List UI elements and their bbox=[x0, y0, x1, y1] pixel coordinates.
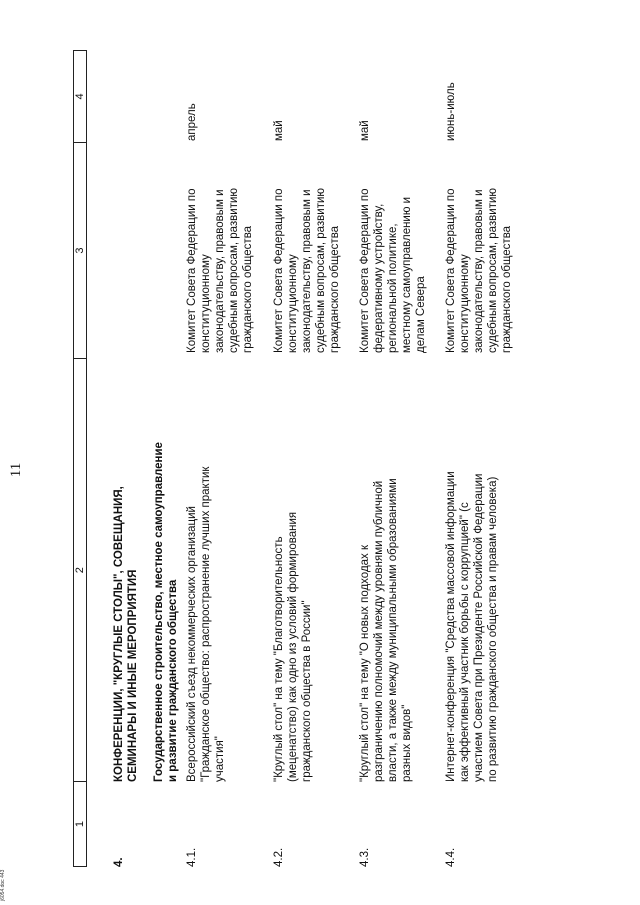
event-name bbox=[272, 362, 314, 782]
event-name-line: гражданского общества в России" bbox=[301, 600, 313, 782]
event-name-line: как эффективный участник борьбы с коррупцией" (с bbox=[459, 502, 471, 782]
row-number: 4.3. bbox=[359, 847, 371, 867]
section-title bbox=[112, 362, 140, 782]
responsible-line: местному самоуправлению и bbox=[401, 196, 413, 353]
responsible-committee bbox=[358, 143, 428, 353]
event-name-line: (меценатство) как одно из условий формирования bbox=[287, 511, 299, 782]
event-name-line: власти, а также между муниципальными образованиями bbox=[387, 478, 399, 782]
responsible-committee bbox=[272, 143, 342, 353]
responsible-line: гражданского общества bbox=[242, 225, 254, 353]
event-term: апрель bbox=[186, 103, 198, 141]
column-number-1: 1 bbox=[74, 781, 86, 866]
event-name-line: Всероссийский съезд некоммерческих организаций bbox=[186, 506, 198, 782]
event-term: май bbox=[359, 120, 371, 141]
file-footnote: j6054.doc 443 bbox=[0, 869, 6, 901]
responsible-line: Комитет Совета Федерации по bbox=[445, 188, 457, 353]
responsible-line: судебным вопросам, развитию bbox=[487, 187, 499, 353]
column-number-3: 3 bbox=[74, 142, 86, 358]
section-subtitle-line: Государственное строительство, местное самоуправление bbox=[153, 442, 165, 782]
row-number: 4.2. bbox=[273, 847, 285, 867]
event-name-line: разных видов" bbox=[401, 704, 413, 782]
responsible-line: законодательству, правовым и bbox=[473, 189, 485, 353]
event-name-line: "Круглый стол" на тему "Благотворительность bbox=[273, 536, 285, 782]
event-name-line: участием Совета при Президенте Российской Федерации bbox=[473, 473, 485, 782]
responsible-line: федеративному устройству, bbox=[373, 203, 385, 353]
section-title-line: СЕМИНАРЫ И ИНЫЕ МЕРОПРИЯТИЯ bbox=[127, 569, 139, 782]
responsible-line: судебным вопросам, развитию bbox=[228, 187, 240, 353]
row-number: 4.4. bbox=[445, 847, 457, 867]
responsible-line: делам Севера bbox=[415, 276, 427, 353]
section-title-line: КОНФЕРЕНЦИИ, "КРУГЛЫЕ СТОЛЫ", СОВЕЩАНИЯ, bbox=[113, 486, 125, 782]
event-name bbox=[444, 362, 500, 782]
responsible-line: гражданского общества bbox=[329, 225, 341, 353]
section-subtitle-line: и развитие гражданского общества bbox=[167, 579, 179, 782]
responsible-line: Комитет Совета Федерации по bbox=[273, 188, 285, 353]
responsible-line: судебным вопросам, развитию bbox=[315, 187, 327, 353]
column-number-2: 2 bbox=[74, 358, 86, 781]
event-name bbox=[185, 362, 227, 782]
responsible-line: гражданского общества bbox=[501, 225, 513, 353]
page-number: 11 bbox=[8, 462, 24, 478]
section-subtitle bbox=[152, 362, 180, 782]
responsible-line: конституционному bbox=[459, 254, 471, 353]
responsible-line: региональной политике, bbox=[387, 223, 399, 353]
responsible-committee bbox=[185, 143, 255, 353]
event-name bbox=[358, 362, 414, 782]
event-name-line: по развитию гражданского общества и правам человека) bbox=[487, 476, 499, 782]
row-number: 4.1. bbox=[186, 847, 198, 867]
responsible-line: законодательству, правовым и bbox=[301, 189, 313, 353]
event-name-line: участия" bbox=[214, 736, 226, 782]
event-name-line: "Гражданское общество: распространение лучших практик bbox=[200, 466, 212, 782]
event-term: май bbox=[273, 120, 285, 141]
responsible-line: Комитет Совета Федерации по bbox=[186, 188, 198, 353]
event-term: июнь-июль bbox=[445, 82, 457, 141]
column-number-4: 4 bbox=[74, 93, 86, 100]
responsible-line: Комитет Совета Федерации по bbox=[359, 188, 371, 353]
responsible-line: конституционному bbox=[200, 254, 212, 353]
responsible-committee bbox=[444, 143, 514, 353]
responsible-line: законодательству, правовым и bbox=[214, 189, 226, 353]
column-number-header bbox=[73, 50, 87, 867]
responsible-line: конституционному bbox=[287, 254, 299, 353]
event-name-line: "Круглый стол" на тему "О новых подходах к bbox=[359, 544, 371, 782]
event-name-line: разграничению полномочий между уровнями публичной bbox=[373, 480, 385, 782]
event-name-line: Интернет-конференция "Средства массовой информации bbox=[445, 471, 457, 782]
section-number: 4. bbox=[113, 857, 125, 867]
